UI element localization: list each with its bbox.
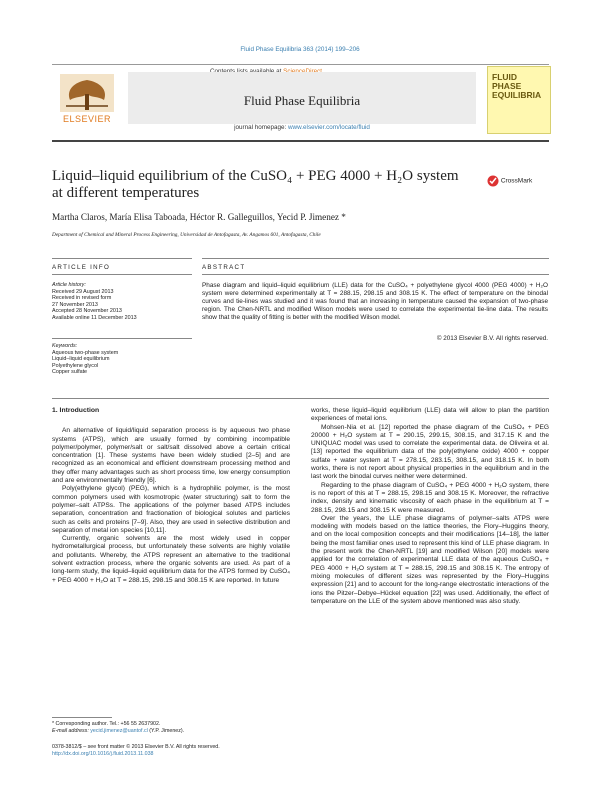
affiliation: Department of Chemical and Mineral Process Engineering, Universidad de Antofagasta, Av. Angamos 601, Antofagasta, Chile [52,232,321,238]
intro-paragraph-7: Over the years, the LLE phase diagrams of polymer–salts ATPS were modeling with models based on the lattice theories, the Flory–Huggins theory, and on the local composition concepts and their modifications [14–18], the latter being the most familiar ones used to represent this kind of LLE phase diagram. In the present work the Chen-NRTL [19] and modified Wilson [20] models were applied for the correlation of experimental LLE data of the aqueous CuSO₄ + PEG 4000 + H₂O system at T = 288.15, 298.15 and 308.15 K. The entropy of mixing molecules of different sizes was represented by the Flory–Huggins expression [21] and to account for the long-range electrostatic interactions of the ions the Pitzer–Debye–Hückel equation [22] was used. Additionally, the effect of temperature on the LLE of the system above mentioned was also study. [311,514,549,605]
article-history [52,282,192,322]
article-title: Liquid–liquid equilibrium of the CuSO₄ + PEG 4000 + H₂O system at different temperatures [52,168,459,201]
section-heading-introduction: 1. Introduction [52,407,100,414]
abstract-heading: ABSTRACT [202,264,246,271]
article-info-heading: ARTICLE INFO [52,264,111,271]
publisher-name: ELSEVIER [62,114,112,124]
journal-name: Fluid Phase Equilibria [243,93,361,108]
history-item: 27 November 2013 [52,301,98,308]
keyword-item: Liquid–liquid equilibrium [52,356,110,363]
history-label: Article history: [52,282,86,288]
intro-paragraph-5: Mohsen-Nia et al. [12] reported the phase diagram of the CuSO₄ + PEG 20000 + H₂O system at T = 290.15, 299.15, 308.15, and 317.15 K and the UNIQUAC model was used to correlate the experimental data. de Oliveira et al. [13] reported the equilibrium data of the poly(ethylene oxide) 4000 + copper sulfate + water system at T = 278.15, 283.15, 308.15, and 318.15 K. In both works, there is not report about physical properties in the equilibrium and in the last work the binodal curves neither were determined. [311,423,549,481]
keyword-item: Copper sulfate [52,369,88,376]
email-line [52,728,290,735]
journal-reference[interactable]: Fluid Phase Equilibria 363 (2014) 199–206 [240,46,360,53]
intro-paragraph-2: Poly(ethylene glycol) (PEG), which is a hydrophilic polymer, is the most common polymers used with kosmotropic (water structuring) salt to form the polymer–salt ATPSs. The applications of the polymer based ATPS includes separation, concentration and fractionation of biological solutes and particles such as cells and proteins [7–9]. Also, they are used in selective distribution and separation of metal ion species [10,11]. [52,485,290,534]
email-label: E-mail address: [52,728,91,734]
abstract-text: Phase diagram and liquid–liquid equilibrium (LLE) data for the CuSO₄ + polyethylene glycol 4000 (PEG 4000) + H₂O system were determined experimentally at T = 288.15, 298.15 and 308.15 K. The effect of temperature on the binodal curves and tie-lines was studied and it was found that an increasing in temperature caused the expansion of two-phase region. The Chen-NRTL and modified Wilson models were used to correlate the experimental tie-line data. The results show that the quality of fitting is better with the modified Wilson model. [202,282,548,322]
keywords-label: Keywords: [52,343,78,349]
corresponding-author: * Corresponding author. Tel.: +56 55 2637902. [52,721,161,727]
journal-cover [487,66,551,134]
history-item: Available online 11 December 2013 [52,314,137,321]
issn-line: 0378-3812/$ – see front matter © 2013 Elsevier B.V. All rights reserved. [52,744,220,750]
author-list: Martha Claros, María Elisa Taboada, Héctor R. Galleguillos, Yecid P. Jimenez * [52,212,346,222]
intro-paragraph-4: works, these liquid–liquid equilibrium (LLE) data will allow to plan the partition experiences of metal ions. [311,407,549,423]
crossmark-icon [487,175,499,187]
history-item: Received 29 August 2013 [52,288,114,295]
abstract-copyright: © 2013 Elsevier B.V. All rights reserved. [436,335,548,342]
page-footer [52,744,352,758]
journal-homepage-line [128,124,476,131]
article-info-rule-2 [52,274,192,275]
doi-link[interactable]: http://dx.doi.org/10.1016/j.fluid.2013.11.038 [52,751,154,757]
keywords-block [52,343,192,376]
right-column [311,407,549,606]
intro-paragraph-1: An alternative of liquid/liquid separation process is by aqueous two phase systems (ATPS), which are usually formed by combining incompatible polymer/polymer, polymer/salt or salt/salt dissolved above a certain critical concentration [1]. These systems have been widely studied [2–5] and are recognized as an economical and efficient downstream processing method and they offer many advantages such as short process time, low energy consumption and are environmentally friendly [6]. [52,427,290,485]
crossmark-badge[interactable] [487,175,547,189]
cover-title: FLUID PHASE EQUILIBRIA [492,72,542,100]
article-info-rule [52,258,192,259]
intro-paragraph-3: Currently, organic solvents are the most widely used in copper hydrometallurgical process, but unfortunately these solvents are highly volatile and pollutants. Whereby, the ATPS represent an alternative to the traditional solvent extraction process, where the organic solvents are used. As part of a long-term study, the liquid–liquid equilibrium data for the ATPS formed by CuSO₄ + PEG 4000 + H₂O at T = 288.15, 298.15 and 308.15 K are reported. In future [52,535,290,584]
history-item: Received in revised form [52,295,112,302]
email-owner: (Y.P. Jimenez). [147,728,185,734]
abstract-rule [202,258,549,259]
keyword-item: Aqueous two-phase system [52,349,119,356]
left-column [52,407,290,585]
keywords-rule [52,338,192,339]
history-item: Accepted 28 November 2013 [52,308,122,315]
homepage-link[interactable]: www.elsevier.com/locate/fluid [288,124,370,131]
abstract-rule-2 [202,274,549,275]
abstract-bottom-rule [52,398,549,399]
header-rule-bottom [52,140,549,142]
homepage-label: journal homepage: [234,124,288,131]
keyword-item: Polyethylene glycol [52,362,99,369]
crossmark-label: CrossMark [500,177,533,185]
intro-paragraph-6: Regarding to the phase diagram of CuSO₄ + PEG 4000 + H₂O system, there is no report of this at T = 288.15, 298.15 and 308.15 K. Moreover, the refractive index, density and kinematic viscosity of each phase in the equilibrium at T = 288.15, 298.15 and 308.15 K were measured. [311,481,549,514]
elsevier-logo [52,72,122,128]
footnote [52,721,290,735]
footnote-rule [52,717,112,718]
email-link[interactable]: yecid.jimenez@uantof.cl [90,728,148,734]
